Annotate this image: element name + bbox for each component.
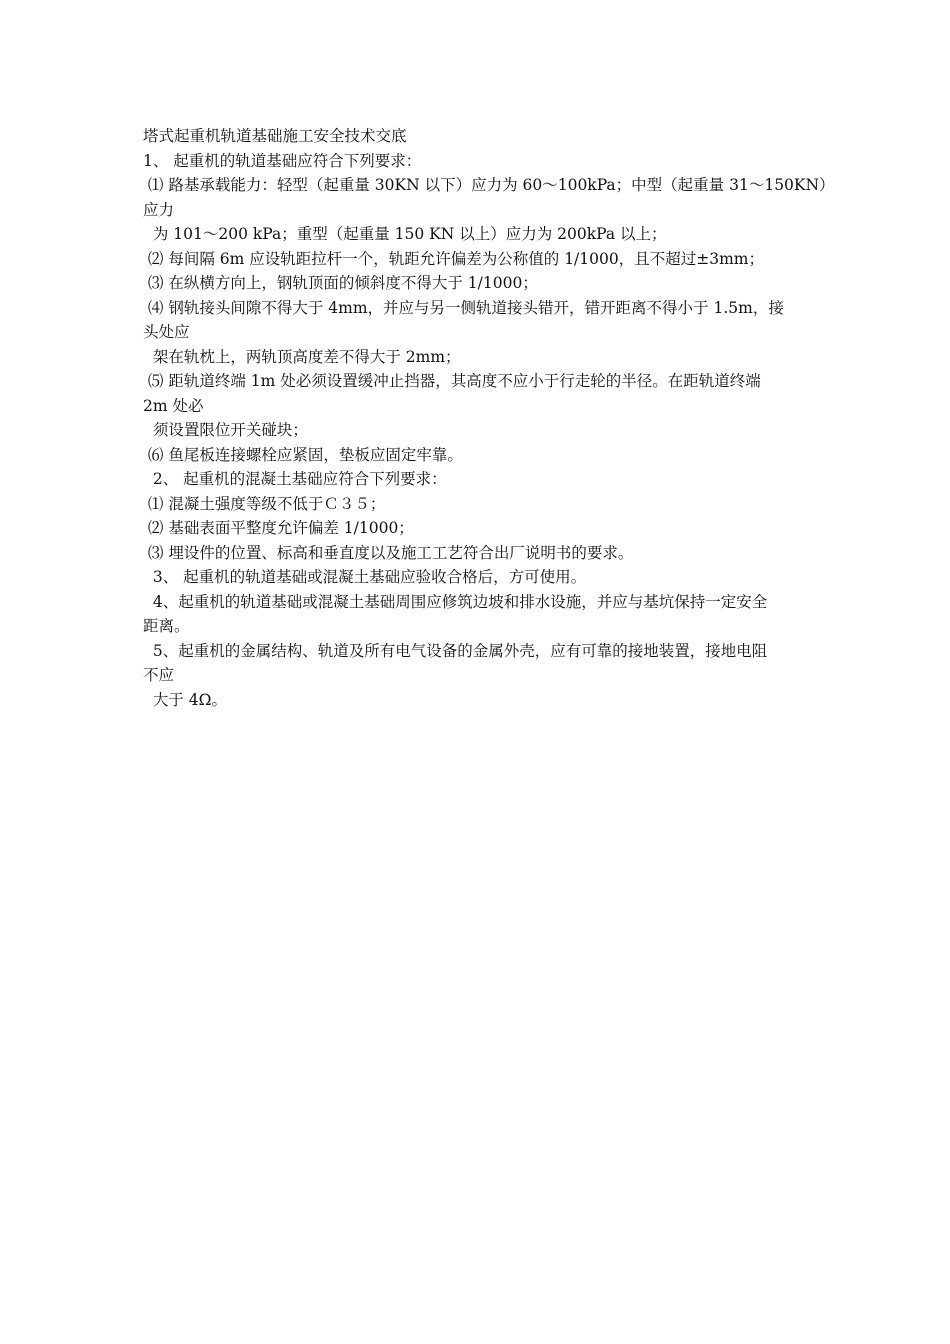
text-line: 头处应 <box>143 323 190 341</box>
text-line: 5、起重机的金属结构、轨道及所有电气设备的金属外壳，应有可靠的接地装置，接地电阻 <box>143 641 768 660</box>
document-body <box>143 124 835 712</box>
text-line: 4、起重机的轨道基础或混凝土基础周围应修筑边坡和排水设施，并应与基坑保持一定安全 <box>143 592 768 611</box>
text-line: 架在轨枕上，两轨顶高度差不得大于 2mm； <box>143 347 461 366</box>
text-line: ⑶ 在纵横方向上，钢轨顶面的倾斜度不得大于 1/1000； <box>143 274 538 292</box>
text-line: 大于 4Ω。 <box>143 690 227 709</box>
text-line: ⑶ 埋设件的位置、标高和垂直度以及施工工艺符合出厂说明书的要求。 <box>143 543 634 562</box>
text-line: 应力 <box>143 200 175 219</box>
text-line: ⑴ 路基承载能力：轻型（起重量 30KN 以下）应力为 60～100kPa；中型（起重量 31～150KN） <box>143 176 835 194</box>
text-line: ⑷ 钢轨接头间隙不得大于 4mm，并应与另一侧轨道接头错开，错开距离不得小于 1.5m，接 <box>143 298 784 317</box>
text-line: 1、 起重机的轨道基础应符合下列要求： <box>143 151 422 170</box>
text-line: ⑹ 鱼尾板连接螺栓应紧固，垫板应固定牢靠。 <box>143 445 463 464</box>
text-line: ⑵ 每间隔 6m 应设轨距拉杆一个，轨距允许偏差为公称值的 1/1000，且不超过±3mm； <box>143 249 764 268</box>
text-line: 须设置限位开关碰块； <box>143 421 308 439</box>
text-line: ⑴ 混凝土强度等级不低于Ｃ３５； <box>143 494 386 513</box>
text-line: 距离。 <box>143 617 190 635</box>
text-line: ⑸ 距轨道终端 1m 处必须设置缓冲止挡器，其高度不应小于行走轮的半径。在距轨道终端 <box>143 372 761 390</box>
text-line: 不应 <box>143 666 175 684</box>
text-line: 为 101～200 kPa；重型（起重量 150 KN 以上）应力为 200kPa 以上； <box>143 225 667 243</box>
text-line: 2、 起重机的混凝土基础应符合下列要求： <box>143 470 447 488</box>
text-line: ⑵ 基础表面平整度允许偏差 1/1000； <box>143 519 414 537</box>
text-line: 2m 处必 <box>143 396 204 415</box>
document-title: 塔式起重机轨道基础施工安全技术交底 <box>143 127 407 145</box>
text-line: 3、 起重机的轨道基础或混凝土基础应验收合格后，方可使用。 <box>143 568 587 586</box>
